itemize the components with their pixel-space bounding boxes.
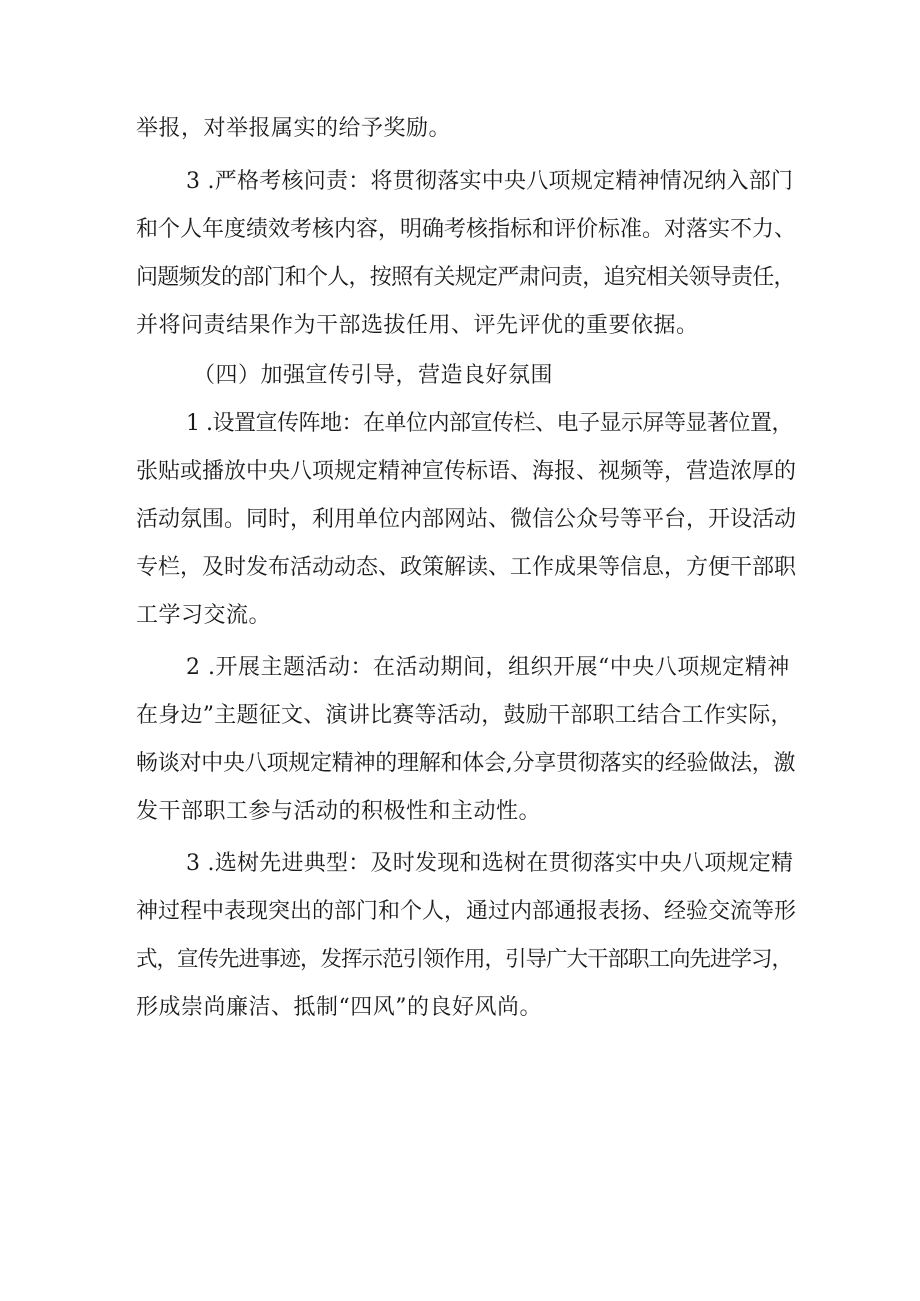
text-line: 1 .设置宣传阵地：在单位内部宣传栏、电子显示屏等显著位置， [186,411,793,436]
text-line: 在身边”主题征文、演讲比赛等活动，鼓励干部职工结合工作实际， [136,703,793,728]
text-line: 并将问责结果作为干部选拔任用、评先评优的重要依据。 [136,313,699,338]
text-line: 发干部职工参与活动的积极性和主动性。 [136,799,542,824]
text-line: 举报，对举报属实的给予奖励。 [136,116,452,141]
text-line: 问题频发的部门和个人，按照有关规定严肃问责，追究相关领导责任， [136,265,795,290]
text-line: 形成崇尚廉洁、抵制“四风”的良好风尚。 [136,995,542,1020]
text-line: 和个人年度绩效考核内容，明确考核指标和评价标准。对落实不力、 [136,217,797,242]
section-heading: （四）加强宣传引导，营造良好氛围 [193,363,554,388]
text-line: 工学习交流。 [136,603,272,628]
text-line: 张贴或播放中央八项规定精神宣传标语、海报、视频等，营造浓厚的 [136,459,797,484]
text-line: 3 .选树先进典型：及时发现和选树在贯彻落实中央八项规定精 [186,851,794,876]
text-line: 3 .严格考核问责：将贯彻落实中央八项规定精神情况纳入部门 [186,169,794,194]
text-line: 式，宣传先进事迹，发挥示范引领作用，引导广大干部职工向先进学习， [136,947,793,972]
text-line: 神过程中表现突出的部门和个人，通过内部通报表扬、经验交流等形 [136,899,797,924]
text-line: 2 .开展主题活动：在活动期间，组织开展“中央八项规定精神 [186,655,790,680]
text-line: 畅谈对中央八项规定精神的理解和体会,分享贯彻落实的经验做法，激 [136,751,796,776]
text-line: 活动氛围。同时，利用单位内部网站、微信公众号等平台，开设活动 [136,507,797,532]
text-line: 专栏，及时发布活动动态、政策解读、工作成果等信息，方便干部职 [136,555,797,580]
